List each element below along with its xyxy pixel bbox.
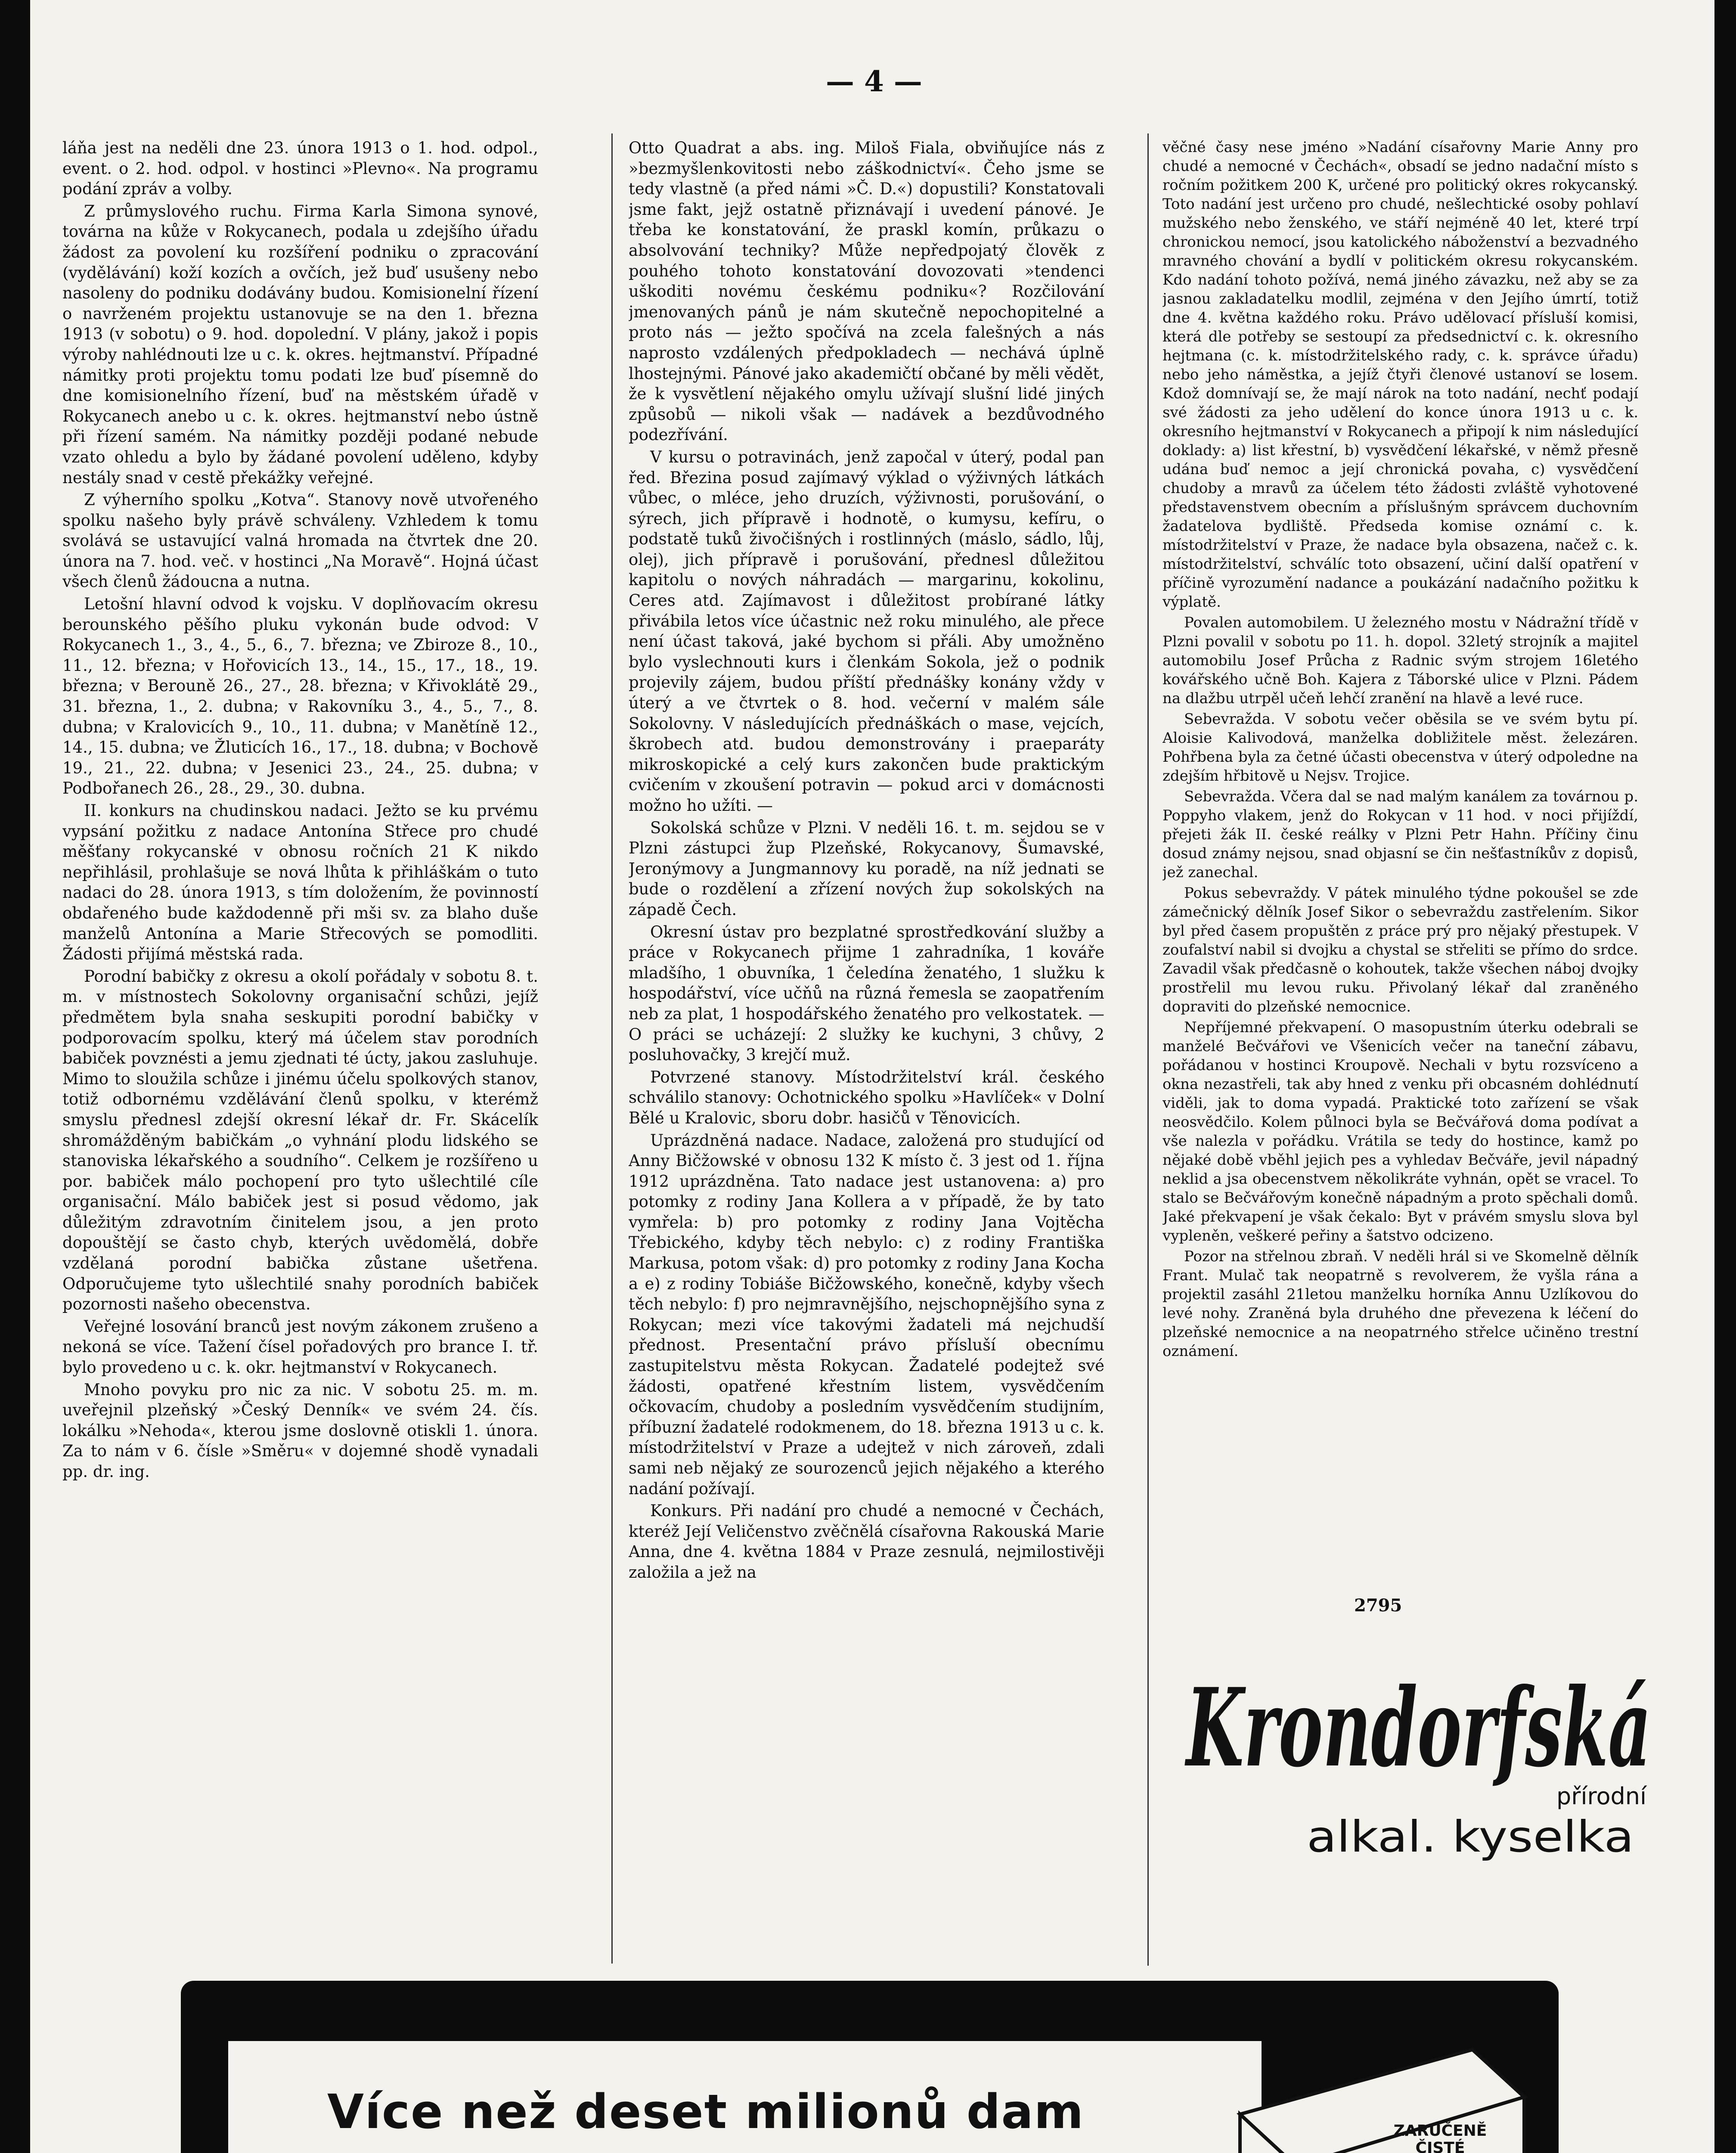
column-3 (1162, 138, 1638, 1593)
soap-text-panel (228, 2041, 1262, 2153)
article-paragraph: Uprázdněná nadace. Nadace, založená pro studující od Anny Bičžowské v obnosu 132 K místo č. 3 jest od 1. října 1912 uprázdněna. Tato nadace jest ustanovena: a) pro potomky z rodiny Jana Kollera a v případě, že by tato vymřela: b) pro potomky z rodiny Jana Vojtěcha Třebického, kdyby těch nebylo: c) z rodiny Františka Markusa, potom však: d) pro potomky z rodiny Jana Kocha a e) z rodiny Tobiáše Bičžowského, konečně, kdyby všech těch nebylo: f) pro nejmravnějšího, nejschopnějšího syna z Rokycan; mezi více takovými žadateli má nejchudší přednost. Presentační právo přísluší obecnímu zastupitelstvu města Rokycan. Žadatelé podejtež své žádosti, opatřené křestním listem, vysvědčením očkovacím, chudoby a posledním vysvědčením studijním, příbuzní žadatelé rodokmenem, do 18. března 1913 u c. k. místodržitelství v Praze a udejtež v nich zároveň, zdali sami neb nějaký ze sourozenců jejich nějakého a kterého nadání požívají. (629, 1131, 1104, 1498)
column-1 (62, 138, 538, 1964)
column-divider (611, 133, 613, 1964)
article-paragraph: láňa jest na neděli dne 23. února 1913 o 1. hod. odpol., event. o 2. hod. odpol. v hostinci »Plevno«. Na programu podání zpráv a volby. (62, 139, 538, 199)
column-divider (1147, 133, 1149, 1966)
column-2 (629, 138, 1104, 1964)
article-paragraph: Sebevražda. Včera dal se nad malým kanálem za továrnou p. Poppyho vlakem, jenž do Rokycan v 11 hod. v noci přijíždí, přejeti žák II. české reálky v Plzni Petr Hahn. Příčiny činu dosud známy nejsou, snad objasní se čin nešťastníkův z dopisů, jež zanechal. (1162, 788, 1638, 881)
article-paragraph: II. konkurs na chudinskou nadaci. Ježto se ku prvému vypsání požitku z nadace Antonína Střece pro chudé měšťany rokycanské v obnosu ročních 21 K nikdo nepřihlásil, prohlašuje se nová lhůta k přihláškám o tuto nadaci do 28. února 1913, s tím doložením, že povinností obdařeného bude každodenně při mši sv. za blaho duše manželů Antonína a Marie Střecových se pomodliti. Žádosti přijímá městská rada. (62, 801, 538, 964)
article-paragraph: Konkurs. Při nadání pro chudé a nemocné v Čechách, kteréž Její Veličenstvo zvěčnělá císařovna Rakouská Marie Anna, dne 4. května 1884 v Praze zesnulá, nejmilostivěji založila a jež na (629, 1502, 1104, 1582)
article-paragraph: Z průmyslového ruchu. Firma Karla Simona synové, továrna na kůže v Rokycanech, podala u zdejšího úřadu žádost za povolení ku rozšíření podniku o zpracování (vydělávání) koží kozích a ovčích, jež buď usušeny nebo nasoleny do podniku dodávány budou. Komisionelní řízení o navrženém projektu ustanovuje se na den 1. března 1913 (v sobotu) o 9. hod. dopolední. V plány, jakož i popis výroby nahlédnouti lze u c. k. okres. hejtmanství. Případné námitky proti projektu tomu podati lze buď písemně do dne komisionelního řízení, buď na městském úřadě v Rokycanech anebo u c. k. okres. hejtmanství nebo ústně při řízení samém. Na námitky později podané nebude vzato ohledu a bylo by žádané povolení uděleno, kdyby nestály snad v cestě překážky veřejné. (62, 202, 538, 487)
page-number: — 4 — (826, 65, 922, 98)
article-paragraph: Porodní babičky z okresu a okolí pořádaly v sobotu 8. t. m. v místnostech Sokolovny organisační schůzi, jejíž předmětem byla snaha seskupiti porodní babičky v podporovacím spolku, který má účelem stav porodních babiček povznésti a jemu zjednati té úcty, jakou zasluhuje. Mimo to sloužila schůze i jinému účelu spolkových stanov, totiž odbornému vzdělávání členů spolku, v kterémž smyslu přednesl zdejší okresní lékař dr. Fr. Skácelík shromážděným babičkám „o vyhnání plodu lidského se stanoviska lékařského a soudního“. Celkem je rozšířeno u por. babiček málo pochopení pro tyto ušlechtilé cíle organisační. Málo babiček jest si posud vědomo, jak důležitým zdravotním činitelem jsou, a jen proto dopouštějí se často chyb, kterých uvědomělá, dobře vzdělaná porodní babička zůstane ušetřena. Odporučujeme tyto ušlechtilé snahy porodních babiček pozornosti našeho obecenstva. (62, 967, 538, 1314)
krondorf-tag: přírodní (1556, 1783, 1647, 1810)
article-paragraph: Potvrzené stanovy. Místodržitelství král. českého schválilo stanovy: Ochotnického spolku »Havlíček« v Dolní Bělé u Kralovic, sboru dobr. hasičů v Těnovicích. (629, 1067, 1104, 1127)
soap-box-line: ČISTÉ (1415, 2139, 1465, 2153)
soap-headline: Více než deset milionů dam (327, 2084, 1085, 2139)
article-paragraph: V kursu o potravinách, jenž započal v úterý, podal pan řed. Březina posud zajímavý výklad o výživných látkách vůbec, o mléce, jeho druzích, výživnosti, porušování, o sýrech, jich přípravě i hodnotě, o kumysu, kefíru, o podstatě tuků živočišných i rostlinných (máslo, sádlo, lůj, olej), jich přípravě i porušování, přednesl důležitou kapitolu o nových náhradách — margarinu, kokolinu, Ceres atd. Zajímavost i důležitost probírané látky přivábila letos více účastnic než roku minulého, ale přece není účast taková, jaké bychom si přáli. Aby umožněno bylo vyslechnouti kurs i členkám Sokola, jež o podnik projevily zájem, budou příští přednášky konány vždy v úterý a ve čtvrtek o 8. hod. večerní v malém sále Sokolovny. V následujících přednáškách o mase, vejcích, škrobech atd. budou demonstrovány i praeparáty mikroskopické a celý kurs zakončen bude praktickým cvičením v zkoušení potravin — pokud arci v domácnosti možno ho užíti. — (629, 447, 1104, 815)
soap-box-line: ZARUČENĚ (1393, 2122, 1487, 2140)
article-paragraph: Okresní ústav pro bezplatné sprostředkování služby a práce v Rokycanech přijme 1 zahradníka, 1 kováře mladšího, 1 obuvníka, 1 čeledína ženatého, 1 služku k hospodářství, více učňů na různá řemesla se zaopatřením neb za plat, 1 hospodářského ženatého pro velkostatek. — O práci se ucházejí: 2 služky ke kuchyni, 3 chůvy, 2 posluhovačky, 3 krejčí muž. (629, 922, 1104, 1064)
article-paragraph: Povalen automobilem. U železného mostu v Nádražní třídě v Plzni povalil v sobotu po 11. h. dopol. 32letý strojník a majitel automobilu Josef Průcha z Radnic svým strojem 16letého kovářského učně Boh. Kajera z Táborské ulice v Plzni. Pádem na dlažbu utrpěl učeň lehčí zranění na hlavě a levé ruce. (1162, 614, 1638, 707)
article-paragraph: Z výherního spolku „Kotva“. Stanovy nově utvořeného spolku našeho byly právě schváleny. Vzhledem k tomu svolává se ustavující valná hromada na čtvrtek dne 20. února na 7. hod. več. v hostinci „Na Moravě“. Hojná účast všech členů žádoucna a nutna. (62, 490, 538, 591)
krondorf-advertisement (1178, 1628, 1660, 1972)
soap-package-illustration (1231, 2024, 1533, 2153)
article-paragraph: Letošní hlavní odvod k vojsku. V doplňovacím okresu berounského pěšího pluku vykonán bude odvod: V Rokycanech 1., 3., 4., 5., 6., 7. března; ve Zbiroze 8., 10., 11., 12. března; v Hořovicích 13., 14., 15., 17., 18., 19. března; v Berouně 26., 27., 28. března; v Křivoklátě 29., 31. března, 1., 2. dubna; v Rakovníku 3., 4., 5., 7., 8. dubna; v Kralovicích 9., 10., 11. dubna; v Manětíně 12., 14., 15. dubna; ve Žluticích 16., 17., 18. dubna; v Bochově 19., 21., 22. dubna; v Jesenici 23., 24., 25. dubna; v Podbořanech 26., 28., 29., 30. dubna. (62, 595, 538, 798)
article-paragraph: Sebevražda. V sobotu večer oběsila se ve svém bytu pí. Aloisie Kalivodová, manželka dobližitele měst. železáren. Pohřbena byla za četné účasti obecenstva v úterý odpoledne na zdejším hřbitově u Nejsv. Trojice. (1162, 710, 1638, 785)
article-paragraph: Mnoho povyku pro nic za nic. V sobotu 25. m. m. uveřejnil plzeňský »Český Denník« ve svém 24. čís. lokálku »Nehoda«, kterou jsme doslovně otiskli 1. února. Za to nám v 6. čísle »Směru« v dojemné shodě vynadali pp. dr. ing. (62, 1380, 538, 1481)
scan-border-right (1714, 0, 1736, 2153)
krondorf-brand: Krondorfská (1184, 1664, 1651, 1791)
article-paragraph: Pokus sebevraždy. V pátek minulého týdne pokoušel se zde zámečnický dělník Josef Sikor o sebevraždu zastřelením. Sikor byl před časem propuštěn z práce prý pro nějaký přestupek. V zoufalství nabil si dvojku a chystal se střeliti se přímo do srdce. Zavadil však předčasně o kohoutek, takže všechen náboj dvojky prostřelil mu levou ruku. Přivolaný lékař dal zraněného dopraviti do plzeňské nemocnice. (1162, 884, 1638, 1015)
article-paragraph: Otto Quadrat a abs. ing. Miloš Fiala, obviňujíce nás z »bezmyšlenkovitosti nebo záškodnictví«. Čeho jsme se tedy vlastně (a před námi »Č. D.«) dopustili? Konstatovali jsme fakt, jejž ostatně přiznávají i uvedení pánové. Je třeba ke konstatování, že praskl komín, průkazu o absolvování techniky? Může nepředpojatý člověk z pouhého tohoto konstatování dovozovati »tendenci uškoditi novému českému podniku«? Rozčilování jmenovaných pánů je nám skutečně nepochopitelné a proto nás — ježto spočívá na zcela falešných a nás naprosto vzdálených předpokladech — nechává úplně lhostejnými. Pánové jako akademičtí občané by měli vědět, že k vysvětlení nějakého omylu užívají slušní lidé jiných způsobů — nikoli však — nadávek a bezdůvodného podezřívání. (629, 139, 1104, 444)
article-paragraph: Sokolská schůze v Plzni. V neděli 16. t. m. sejdou se v Plzni zástupci žup Plzeňské, Rokycanovy, Šumavské, Jeronýmovy a Jungmannovy ku poradě, na níž jednati se bude o rozdělení a zřízení nových žup sokolských na západě Čech. (629, 818, 1104, 919)
scan-border-left (0, 0, 30, 2153)
article-paragraph: Nepříjemné překvapení. O masopustním úterku odebrali se manželé Bečvářovi ve Všenicích večer na taneční zábavu, pořádanou v hostinci Kroupově. Nechali v bytu rozsvíceno a okna nezastřeli, tak aby hned z venku při obcasném dohlédnutí viděli, jak to doma vypadá. Praktické toto zařízení se však neosvědčilo. Kolem půlnoci byla se Bečvářová doma podívat a vše nalezla v pořádku. Vrátila se tedy do hostince, kamž po nějaké době vběhl jejich pes a vyhledav Bečváře, jevil nápadný neklid a jsa obecenstvem několikráte vyhnán, opět se vracel. To stalo se Bečvářovým konečně nápadným a proto spěchali domů. Jaké překvapení je však čekalo: Byt v právém smyslu slova byl vypleněn, veškeré peřiny a šatstvo odcizeno. (1162, 1019, 1638, 1244)
krondorf-product: alkal. kyselka (1307, 1812, 1634, 1862)
article-paragraph: Pozor na střelnou zbraň. V neděli hrál si ve Skomelně dělník Frant. Mulač tak neopatrně s revolverem, že vyšla rána a projektil zasáhl 21letou manželku horníka Annu Uzlíkovou do levé nohy. Zraněná byla druhého dne převezena k léčení do plzeňské nemocnice a na neopatrného střelce učiněno trestní oznámení. (1162, 1248, 1638, 1360)
article-paragraph: Veřejné losování branců jest novým zákonem zrušeno a nekoná se více. Tažení čísel pořadových pro brance I. tř. bylo provedeno u c. k. okr. hejtmanství v Rokycanech. (62, 1317, 538, 1377)
ad-number: 2795 (1354, 1595, 1402, 1616)
article-paragraph: věčné časy nese jméno »Nadání císařovny Marie Anny pro chudé a nemocné v Čechách«, obsadí se jedno nadační místo s ročním požitkem 200 K, určené pro politický okres rokycanský. Toto nadání jest určeno pro chudé, nešlechtické osoby pohlaví mužského nebo ženského, ve stáří nejméně 40 let, které trpí chronickou nemocí, jsou katolického náboženství a bezvadného mravného chování a bydlí v politickém okresu rokycanském. Kdo nadání tohoto požívá, nemá jiného závazku, než aby se za jasnou zakladatelku modlil, zejména v den Jejího úmrtí, totiž dne 4. května každého roku. Právo udělovací přísluší komisi, která dle potřeby se sestoupí za předsednictví c. k. okresního hejtmana (c. k. místodržitelského rady, c. k. správce úřadu) nebo jeho náměstka, a jejíž čtyři členové ustanoví se losem. Kdož domnívají se, že mají nárok na toto nadání, nechť podají své žádosti za jeho udělení do konce února 1913 u c. k. okresního hejtmanství v Rokycanech a připojí k nim následující doklady: a) list křestní, b) vysvědčení lékařské, v němž přesně udána buď nemoc a její chronická povaha, c) vysvědčení chudoby a mravů za účelem této žádosti zvláště vyhotovené představenstvem obecním a příslušným správcem duchovním žadatelova bydliště. Předseda komise oznámí c. k. místodržitelství v Praze, že nadace byla obsazena, načež c. k. místodržitelství, schválíc toto obsazení, učiní další opatření v příčině vyrozumění nadance a poukázání nadačního požitku k výplatě. (1162, 139, 1638, 611)
soap-advertisement (181, 1981, 1559, 2153)
